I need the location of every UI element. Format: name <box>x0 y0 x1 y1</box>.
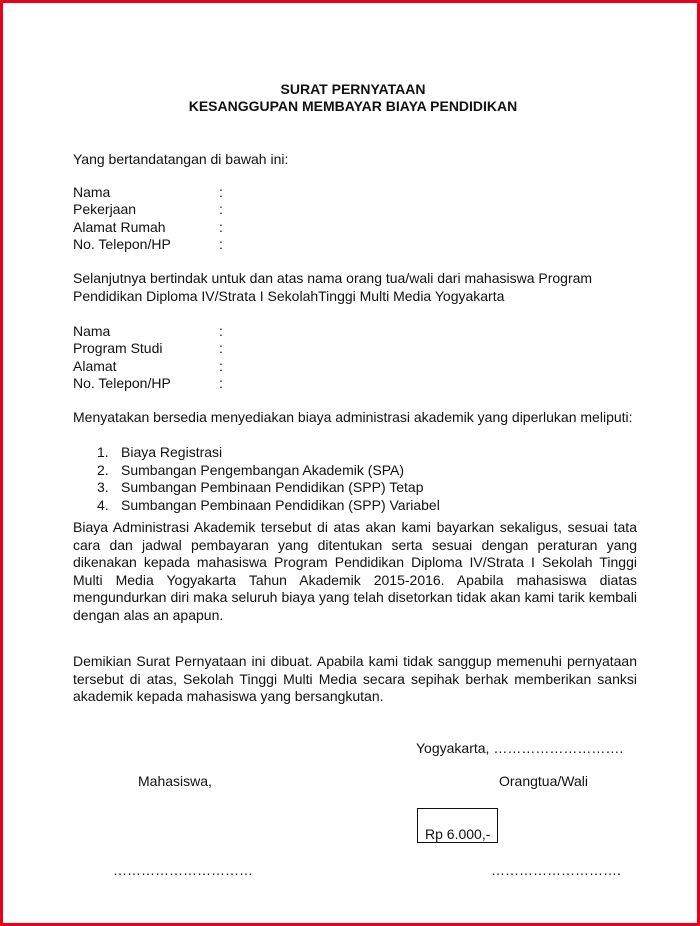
stamp-value: Rp 6.000,- <box>425 826 491 842</box>
parent-field-address-colon: : <box>219 219 223 235</box>
parent-field-phone-label: No. Telepon/HP <box>73 236 171 252</box>
student-field-phone-colon: : <box>219 375 223 391</box>
student-field-phone-label: No. Telepon/HP <box>73 375 171 391</box>
place-date: Yogyakarta, ………………………. <box>416 740 624 756</box>
revenue-stamp-box <box>417 808 498 843</box>
parent-field-name-label: Nama <box>73 184 111 200</box>
signature-line-parent: ………………………. <box>491 862 621 878</box>
student-field-program-colon: : <box>219 340 223 356</box>
parent-field-job-colon: : <box>219 201 223 217</box>
document-title: SURAT PERNYATAAN <box>280 81 426 97</box>
declaration-text: Menyatakan bersedia menyediakan biaya administrasi akademik yang diperlukan meliputi: <box>73 409 633 425</box>
parent-field-phone-colon: : <box>219 236 223 252</box>
list-item: 3. Sumbangan Pembinaan Pendidikan (SPP) Tetap <box>97 479 424 495</box>
list-item: 2. Sumbangan Pengembangan Akademik (SPA) <box>97 461 405 478</box>
student-field-address-colon: : <box>219 358 223 374</box>
signature-label-student: Mahasiswa, <box>138 773 212 789</box>
student-field-address-label: Alamat <box>73 358 117 374</box>
list-item: 4. Sumbangan Pembinaan Pendidikan (SPP) Variabel <box>97 496 440 513</box>
cost-items-list <box>97 444 440 514</box>
intro-text: Yang bertandatangan di bawah ini: <box>73 151 289 167</box>
payment-paragraph: Biaya Administrasi Akademik tersebut di atas akan kami bayarkan sekaligus, sesuai tata cara dan jadwal pembayaran yang ditentukan serta sesuai dengan peraturan yang dikenakan kepada mahasiswa Program Pendidikan Diploma IV/Strata I Sekolah Tinggi Multi Media Yogyakarta Tahun Akademik 2015-2016. Apabila mahasiswa diatas mengundurkan diri maka seluruh biaya yang telah disetorkan tidak akan kami tarik kembali dengan alas an apapun. <box>73 519 637 623</box>
list-item: 1. Biaya Registrasi <box>97 444 223 460</box>
document-subtitle: KESANGGUPAN MEMBAYAR BIAYA PENDIDIKAN <box>188 98 518 114</box>
student-field-name-label: Nama <box>73 323 111 339</box>
acting-text-line2: Pendidikan Diploma IV/Strata I SekolahTinggi Multi Media Yogyakarta <box>73 288 505 304</box>
student-field-program-label: Program Studi <box>73 340 163 356</box>
parent-field-job-label: Pekerjaan <box>73 201 137 217</box>
parent-field-address-label: Alamat Rumah <box>73 219 166 235</box>
parent-field-name-colon: : <box>219 184 223 200</box>
closing-paragraph: Demikian Surat Pernyataan ini dibuat. Apabila kami tidak sanggup memenuhi pernyataan tersebut di atas, Sekolah Tinggi Multi Media secara sepihak berhak memberikan sanksi akademik kepada mahasiswa yang bersangkutan. <box>73 653 637 704</box>
student-field-name-colon: : <box>219 323 223 339</box>
acting-text-line1: Selanjutnya bertindak untuk dan atas nama orang tua/wali dari mahasiswa Program <box>73 270 593 286</box>
signature-line-student: ………………………… <box>113 862 253 878</box>
signature-label-parent: Orangtua/Wali <box>499 773 588 789</box>
